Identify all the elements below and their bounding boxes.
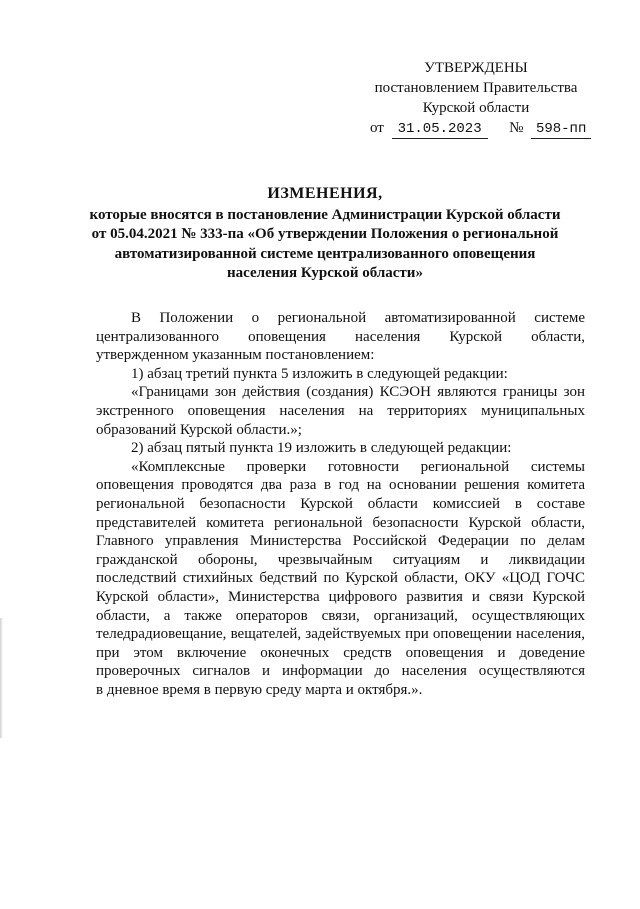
subtitle-line: которые вносятся в постановление Администрации Курской области — [89, 206, 561, 223]
text-line: Курской области», Министерства цифрового развития и связи Курской — [96, 588, 585, 605]
text-line: образований Курской области.»; — [96, 421, 302, 438]
text-line: 2) абзац пятый пункта 19 изложить в следующей редакции: — [131, 440, 512, 457]
number-label: № — [509, 120, 524, 136]
item-2 — [96, 439, 585, 458]
document-body — [96, 309, 585, 699]
text-line: Главного управления Министерства Российской Федерации по делам — [96, 533, 585, 550]
approval-number: 598-пп — [531, 121, 591, 139]
item-1 — [96, 365, 585, 384]
text-line: оповещения проводятся два раза в год на основании решения комитета — [96, 477, 585, 494]
document-title — [70, 184, 580, 284]
text-line: в дневное время в первую среду марта и октября.». — [96, 681, 423, 698]
text-line: экстренного оповещения населения на территориях муниципальных — [96, 402, 585, 419]
scan-edge-shadow — [0, 618, 3, 738]
text-line: области, а также операторов связи, организаций, осуществляющих — [96, 607, 585, 624]
text-line: при этом включение оконечных средств оповещения и доведение — [96, 644, 585, 661]
text-line: централизованного оповещения населения Курской области, — [96, 328, 585, 345]
subtitle-line: от 05.04.2021 № 333-па «Об утверждении Положения о региональной — [91, 226, 559, 242]
approval-date: 31.05.2023 — [392, 121, 488, 139]
heading: ИЗМЕНЕНИЯ, — [267, 185, 383, 202]
text-line: последствий стихийных бедствий по Курской области, ОКУ «ЦОД ГОЧС — [96, 570, 585, 587]
text-line: утвержденном указанным постановлением: — [96, 347, 375, 364]
approval-line-2: Курской области — [422, 100, 530, 116]
text-line: проверочных сигналов и информации до населения осуществляются — [96, 663, 585, 680]
quote-1 — [96, 383, 585, 439]
text-line: региональной безопасности Курской области комиссией в составе — [96, 495, 585, 512]
from-label: от — [370, 120, 384, 136]
approval-title: УТВЕРЖДЕНЫ — [424, 60, 528, 76]
text-line: «Комплексные проверки готовности региональной системы — [131, 458, 585, 475]
text-line: 1) абзац третий пункта 5 изложить в следующей редакции: — [131, 365, 508, 382]
text-line: «Границами зон действия (создания) КСЭОН являются границы зон — [131, 384, 585, 401]
approval-line-1: постановлением Правительства — [374, 80, 578, 96]
text-line: теледрадиовещание, вещателей, задействуемых при оповещении населения, — [96, 626, 585, 643]
approval-stamp — [340, 58, 612, 139]
quote-2 — [96, 458, 585, 700]
text-line: гражданской обороны, чрезвычайным ситуациям и ликвидации — [96, 551, 585, 568]
text-line: В Положении о региональной автоматизированной системе — [131, 310, 585, 326]
subtitle-line: населения Курской области» — [227, 265, 423, 281]
approval-date-line — [340, 118, 612, 139]
intro-paragraph — [96, 309, 585, 365]
subtitle-line: автоматизированной системе централизованного оповещения — [114, 245, 536, 262]
text-line: представителей комитета региональной безопасности Курской области, — [96, 514, 585, 531]
